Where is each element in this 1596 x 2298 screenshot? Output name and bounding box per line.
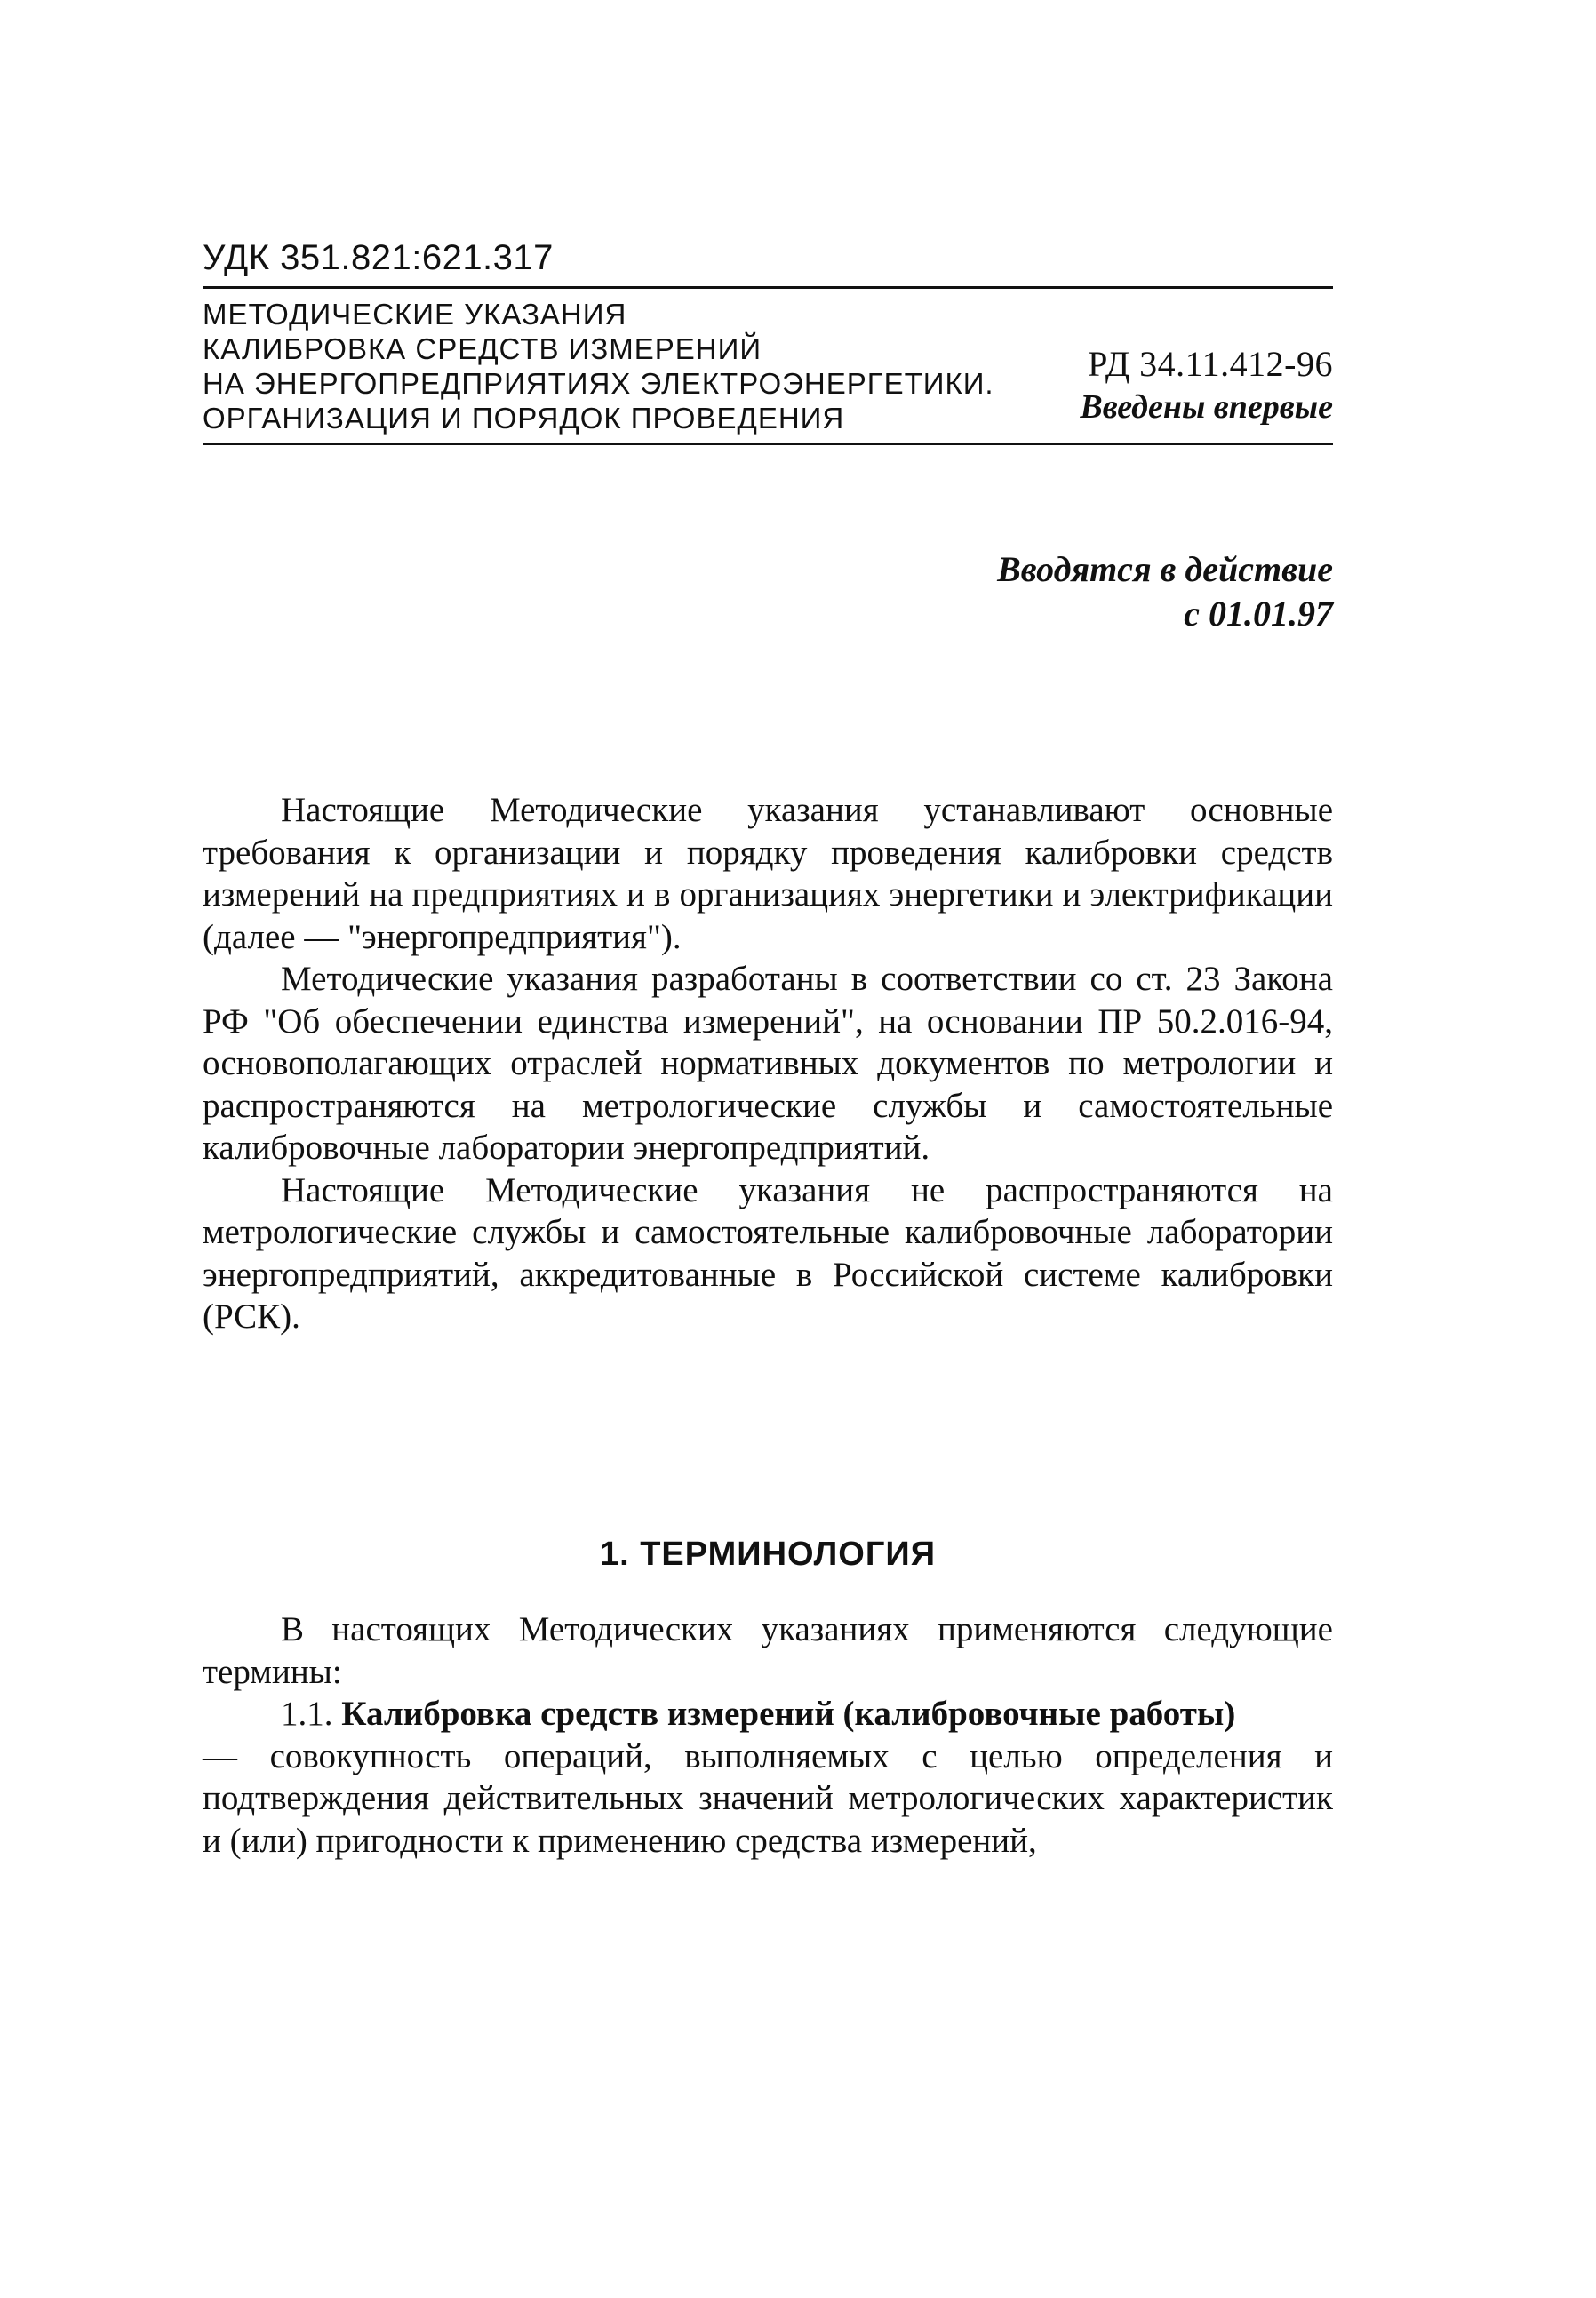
title-line-4: ОРГАНИЗАЦИЯ И ПОРЯДОК ПРОВЕДЕНИЯ [203, 402, 845, 435]
term-name: Калибровка средств измерений (калибровочные работы) [341, 1695, 1236, 1733]
effective-label: Вводятся в действие [997, 549, 1333, 589]
section-heading-terminology: 1. ТЕРМИНОЛОГИЯ [599, 1536, 937, 1573]
title-line-3: НА ЭНЕРГОПРЕДПРИЯТИЯХ ЭЛЕКТРОЭНЕРГЕТИКИ. [203, 367, 994, 400]
document-title [203, 297, 994, 435]
terminology-body [203, 1608, 1333, 1862]
effective-date [997, 547, 1333, 636]
title-line-1: МЕТОДИЧЕСКИЕ УКАЗАНИЯ [203, 298, 627, 331]
term-definition: — совокупность операций, выполняемых с целью определения и подтверждения действительных значений метрологических характеристик и (или) пригодности к применению средства измерений, [203, 1736, 1333, 1860]
intro-paragraph-2: Методические указания разработаны в соответствии со ст. 23 Закона РФ "Об обеспечении единства измерений", на основании ПР 50.2.016-94, основополагающих отраслей нормативных документов по метрологии и распространяются на метрологические службы и самостоятельные калибровочные лаборатории энергопредприятий. [203, 960, 1333, 1167]
title-line-2: КАЛИБРОВКА СРЕДСТВ ИЗМЕРЕНИЙ [203, 332, 762, 365]
header-rule-top [203, 286, 1333, 289]
terminology-lead: В настоящих Методических указаниях применяются следующие термины: [203, 1610, 1333, 1691]
rd-code: РД 34.11.412-96 [1088, 344, 1333, 384]
udk-code: УДК 351.821:621.317 [203, 238, 554, 277]
first-intro-note: Введены впервые [1080, 388, 1333, 426]
term-1-1 [203, 1693, 1333, 1735]
intro-paragraph-1: Настоящие Методические указания устанавливают основные требования к организации и порядку проведения калибровки средств измерений на предприятиях и в организациях энергетики и электрификации (далее — "энергопредприятия"). [203, 791, 1333, 956]
intro-body [203, 789, 1333, 1338]
term-number: 1.1. [281, 1695, 333, 1733]
effective-value: с 01.01.97 [1184, 594, 1333, 634]
header-rule-bottom [203, 443, 1333, 445]
intro-paragraph-3: Настоящие Методические указания не распространяются на метрологические службы и самостоятельные калибровочные лаборатории энергопредприятий, аккредитованные в Российской системе калибровки (РСК). [203, 1170, 1333, 1336]
